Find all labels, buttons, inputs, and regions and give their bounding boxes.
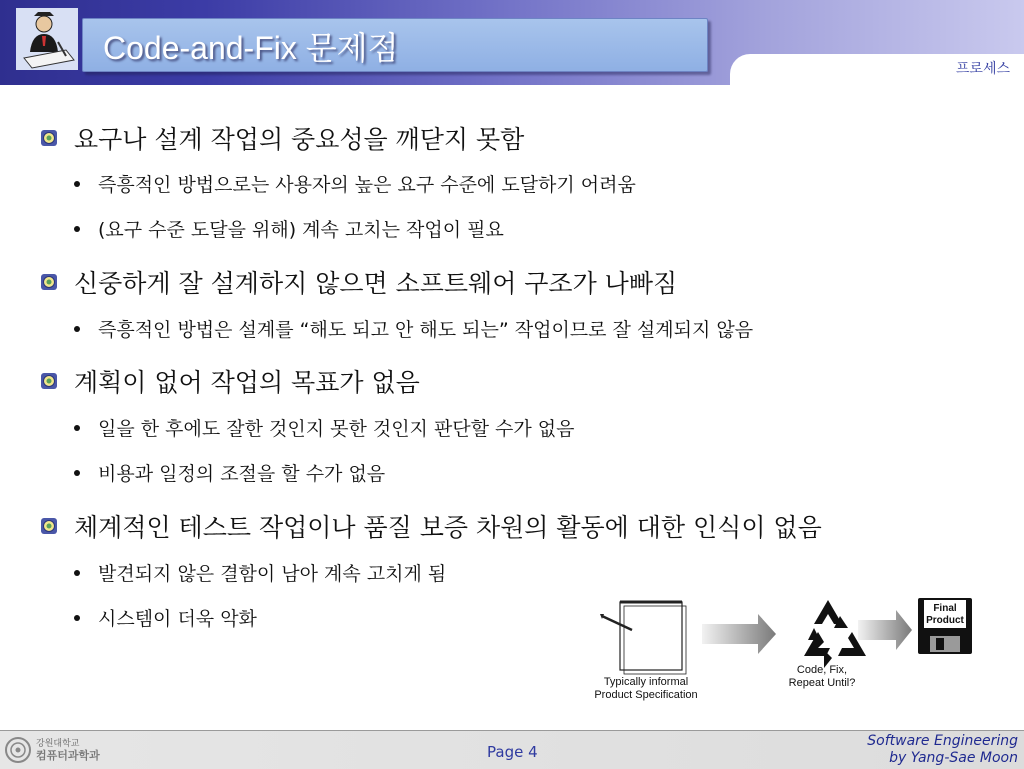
university-logo bbox=[4, 734, 104, 766]
bullet-dot bbox=[74, 425, 80, 431]
bullet-item bbox=[74, 414, 575, 441]
bullet-text: 비용과 일정의 조절을 할 수가 없음 bbox=[98, 463, 386, 485]
bullet-text: 일을 한 후에도 잘한 것인지 못한 것인지 판단할 수가 없음 bbox=[98, 418, 575, 440]
notepad-pencil-icon bbox=[600, 602, 686, 674]
bullet-dot bbox=[74, 226, 80, 232]
bullet-item bbox=[74, 604, 257, 631]
section-heading bbox=[40, 264, 677, 300]
code-and-fix-diagram bbox=[590, 592, 990, 708]
course-title: Software Engineering bbox=[867, 733, 1018, 749]
bullet-text: 즉흥적인 방법은 설계를 “해도 되고 안 해도 되는” 작업이므로 잘 설계되지 않음 bbox=[98, 319, 754, 341]
bullet-item bbox=[74, 215, 504, 242]
bullet-dot bbox=[74, 615, 80, 621]
bullet-item bbox=[74, 315, 753, 342]
right-arrow-icon bbox=[702, 614, 776, 654]
university-emblem-bullet-icon bbox=[40, 517, 58, 535]
bullet-item bbox=[74, 170, 636, 197]
bullet-item bbox=[74, 459, 385, 486]
section-heading-text: 계획이 없어 작업의 목표가 없음 bbox=[74, 368, 420, 397]
section-heading bbox=[40, 508, 822, 544]
bullet-dot bbox=[74, 181, 80, 187]
scholar-at-desk-icon bbox=[14, 6, 80, 72]
section-heading-text: 체계적인 테스트 작업이나 품질 보증 차원의 활동에 대한 인식이 없음 bbox=[74, 513, 822, 542]
bullet-item bbox=[74, 559, 446, 586]
department-name: 강원대학교 컴퓨터과학과 bbox=[36, 739, 100, 762]
page-number: Page 4 bbox=[487, 743, 538, 761]
section-heading-text: 신중하게 잘 설계하지 않으면 소프트웨어 구조가 나빠짐 bbox=[74, 269, 678, 298]
university-seal-icon bbox=[4, 736, 32, 764]
section-label: 프로세스 bbox=[955, 61, 1010, 77]
author-name: by Yang-Sae Moon bbox=[889, 750, 1018, 766]
bullet-text: 발견되지 않은 결함이 남아 계속 고치게 됨 bbox=[98, 563, 447, 585]
disk-label: Final Product bbox=[926, 603, 964, 626]
slide-title-box bbox=[82, 18, 708, 72]
recycle-icon bbox=[804, 600, 866, 668]
section-heading-text: 요구나 설계 작업의 중요성을 깨닫지 못함 bbox=[74, 125, 525, 154]
right-arrow-icon bbox=[858, 610, 912, 650]
university-emblem-bullet-icon bbox=[40, 372, 58, 390]
spec-caption: Typically informal Product Specification bbox=[594, 676, 698, 701]
cycle-caption: Code, Fix, Repeat Until? bbox=[788, 664, 856, 689]
bullet-text: 즉흥적인 방법으로는 사용자의 높은 요구 수준에 도달하기 어려움 bbox=[98, 174, 636, 196]
course-credits bbox=[867, 733, 1018, 767]
section-heading bbox=[40, 363, 420, 399]
university-emblem-bullet-icon bbox=[40, 129, 58, 147]
university-emblem-bullet-icon bbox=[40, 273, 58, 291]
bullet-dot bbox=[74, 570, 80, 576]
bullet-dot bbox=[74, 470, 80, 476]
section-heading bbox=[40, 120, 524, 156]
bullet-dot bbox=[74, 326, 80, 332]
page-title: Code-and-Fix 문제점 bbox=[103, 30, 399, 66]
bullet-text: (요구 수준 도달을 위해) 계속 고치는 작업이 필요 bbox=[98, 219, 504, 241]
bullet-text: 시스템이 더욱 악화 bbox=[98, 608, 257, 630]
footer-bar bbox=[0, 730, 1024, 769]
